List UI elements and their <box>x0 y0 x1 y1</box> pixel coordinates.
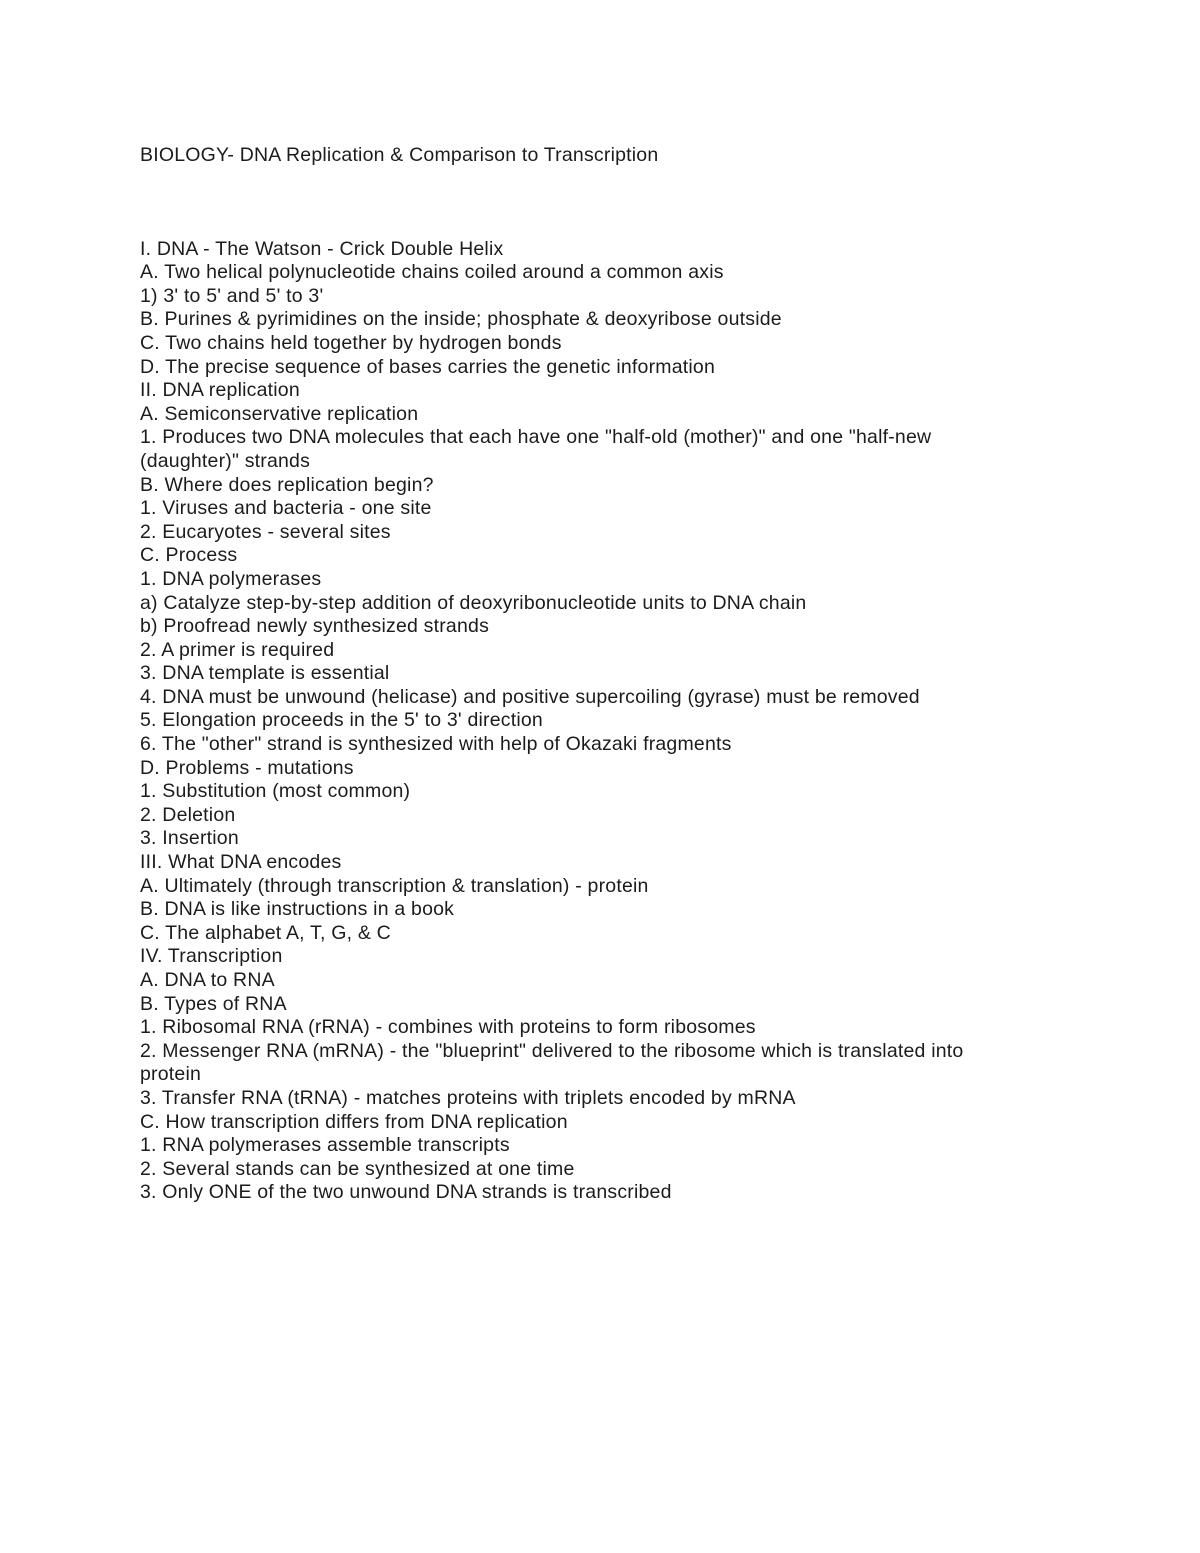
outline-line: 2. Several stands can be synthesized at one time <box>140 1157 575 1180</box>
outline-line: D. Problems - mutations <box>140 756 354 779</box>
outline-line: 3. DNA template is essential <box>140 662 390 685</box>
outline-line: A. DNA to RNA <box>140 969 275 991</box>
outline-line: D. The precise sequence of bases carries the genetic information <box>140 355 715 378</box>
outline-line: 2. A primer is required <box>140 638 335 661</box>
outline-line: 1. DNA polymerases <box>140 567 322 590</box>
outline-line: 3. Transfer RNA (tRNA) - matches proteins with triplets encoded by mRNA <box>140 1086 796 1109</box>
document-title: BIOLOGY- DNA Replication & Comparison to Transcription <box>140 144 659 166</box>
outline-line: C. How transcription differs from DNA replication <box>140 1110 568 1133</box>
outline-line: A. Two helical polynucleotide chains coiled around a common axis <box>140 261 724 284</box>
outline-line: A. Semiconservative replication <box>140 402 419 425</box>
outline-line: 2. Deletion <box>140 803 236 826</box>
outline-line: 4. DNA must be unwound (helicase) and positive supercoiling (gyrase) must be removed <box>140 685 920 708</box>
outline-line: C. The alphabet A, T, G, & C <box>140 921 391 944</box>
outline-line: A. Ultimately (through transcription & translation) - protein <box>140 874 649 897</box>
outline-line: 1. Produces two DNA molecules that each have one "half-old (mother)" and one "half-new (daughter)" strands <box>140 426 937 472</box>
outline-line: B. Purines & pyrimidines on the inside; phosphate & deoxyribose outside <box>140 308 782 331</box>
outline-line: III. What DNA encodes <box>140 851 342 874</box>
document-body <box>140 238 1020 1205</box>
outline-line: C. Process <box>140 544 238 567</box>
outline-line: 1) 3' to 5' and 5' to 3' <box>140 284 324 307</box>
outline-line: a) Catalyze step-by-step addition of deoxyribonucleotide units to DNA chain <box>140 591 807 614</box>
outline-line: b) Proofread newly synthesized strands <box>140 615 490 638</box>
outline-line: 6. The "other" strand is synthesized with help of Okazaki fragments <box>140 733 732 756</box>
outline-line: B. Types of RNA <box>140 992 287 1015</box>
outline-line: 1. Ribosomal RNA (rRNA) - combines with proteins to form ribosomes <box>140 1016 756 1039</box>
outline-line: 1. RNA polymerases assemble transcripts <box>140 1134 510 1157</box>
outline-line: 2. Eucaryotes - several sites <box>140 520 391 543</box>
outline-line: 1. Viruses and bacteria - one site <box>140 497 432 520</box>
outline-line: B. DNA is like instructions in a book <box>140 898 455 921</box>
outline-line: C. Two chains held together by hydrogen bonds <box>140 331 562 354</box>
outline-line: IV. Transcription <box>140 945 283 968</box>
outline-line: 5. Elongation proceeds in the 5' to 3' direction <box>140 709 543 732</box>
outline-line: 3. Only ONE of the two unwound DNA strands is transcribed <box>140 1181 672 1204</box>
outline-line: 1. Substitution (most common) <box>140 780 411 803</box>
outline-line: II. DNA replication <box>140 379 300 402</box>
outline-line: B. Where does replication begin? <box>140 473 434 496</box>
outline-line: 3. Insertion <box>140 827 239 850</box>
outline-line: I. DNA - The Watson - Crick Double Helix <box>140 237 504 260</box>
outline-line: 2. Messenger RNA (mRNA) - the "blueprint" delivered to the ribosome which is translated into protein <box>140 1039 970 1086</box>
